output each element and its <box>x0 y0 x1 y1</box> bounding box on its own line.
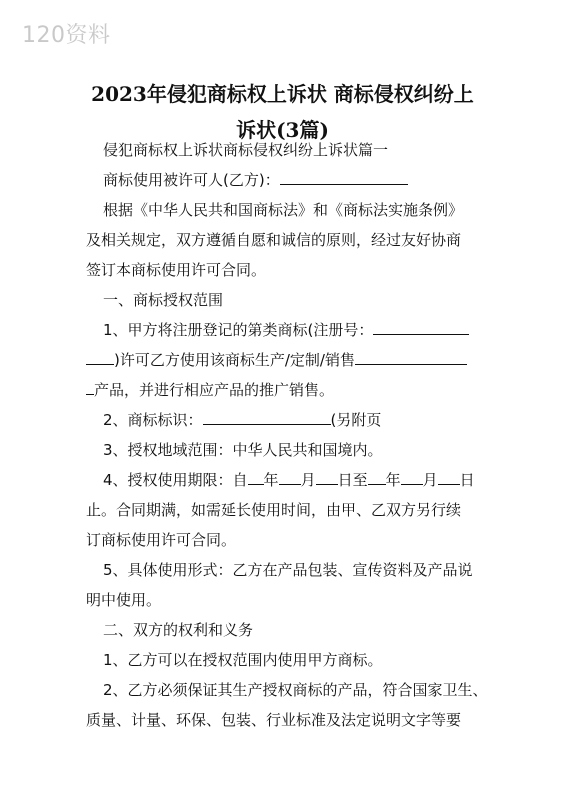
licensee-blank[interactable] <box>280 170 408 185</box>
registration-number-blank[interactable] <box>373 320 469 335</box>
item-1-line <box>86 380 334 400</box>
item-1-line <box>86 350 467 370</box>
start-month-blank[interactable] <box>279 470 301 485</box>
item-text: 年 <box>385 471 401 489</box>
item-text: 日 <box>459 471 475 489</box>
item-text: 月 <box>422 471 438 489</box>
item-text: )许可乙方使用该商标生产/定制/销售 <box>114 351 355 369</box>
paragraph-line: 及相关规定，双方遵循自愿和诚信的原则，经过友好协商 <box>86 231 462 249</box>
rights-item-2: 2、乙方必须保证其生产授权商标的产品，符合国家卫生、 <box>103 681 488 699</box>
document-title <box>40 76 525 148</box>
start-year-blank[interactable] <box>248 470 264 485</box>
licensee-line <box>103 170 408 190</box>
registration-number-blank-cont[interactable] <box>86 350 114 365</box>
item-2-line <box>103 410 381 430</box>
rights-item-2: 质量、计量、环保、包装、行业标准及法定说明文字等要 <box>86 711 462 729</box>
item-text: 年 <box>263 471 279 489</box>
trademark-mark-blank[interactable] <box>203 410 331 425</box>
item-text: 1、甲方将注册登记的第类商标(注册号： <box>103 321 374 339</box>
section-heading-2: 二、双方的权利和义务 <box>103 621 254 639</box>
item-4-line <box>103 470 475 490</box>
product-blank[interactable] <box>355 350 467 365</box>
paragraph-line: 根据《中华人民共和国商标法》和《商标法实施条例》 <box>103 201 464 219</box>
rights-item-1: 1、乙方可以在授权范围内使用甲方商标。 <box>103 651 383 669</box>
item-3-line: 3、授权地域范围：中华人民共和国境内。 <box>103 441 383 459</box>
item-text: 产品，并进行相应产品的推广销售。 <box>94 381 335 399</box>
product-blank-cont[interactable] <box>86 380 94 395</box>
paragraph-line: 签订本商标使用许可合同。 <box>86 261 267 279</box>
title-line-2: 诉状(3篇) <box>236 118 329 142</box>
end-year-blank[interactable] <box>368 470 386 485</box>
item-5-line: 明中使用。 <box>86 591 162 609</box>
item-5-line: 5、具体使用形式：乙方在产品包装、宣传资料及产品说 <box>103 561 473 579</box>
item-4-line: 订商标使用许可合同。 <box>86 531 237 549</box>
end-day-blank[interactable] <box>438 470 460 485</box>
watermark: 120资料 <box>22 23 111 48</box>
item-4-line: 止。合同期满，如需延长使用时间，由甲、乙双方另行续 <box>86 501 462 519</box>
item-1-line <box>103 320 469 340</box>
item-text: 4、授权使用期限：自 <box>103 471 248 489</box>
end-month-blank[interactable] <box>401 470 423 485</box>
section-subtitle: 侵犯商标权上诉状商标侵权纠纷上诉状篇一 <box>103 141 389 159</box>
item-text: 月 <box>300 471 316 489</box>
title-line-1: 2023年侵犯商标权上诉状 商标侵权纠纷上 <box>91 82 474 106</box>
licensee-label: 商标使用被许可人(乙方)： <box>103 171 280 189</box>
start-day-blank[interactable] <box>316 470 338 485</box>
item-text: (另附页 <box>330 411 382 429</box>
item-text: 2、商标标识： <box>103 411 203 429</box>
section-heading-1: 一、商标授权范围 <box>103 291 224 309</box>
item-text: 日至 <box>337 471 368 489</box>
